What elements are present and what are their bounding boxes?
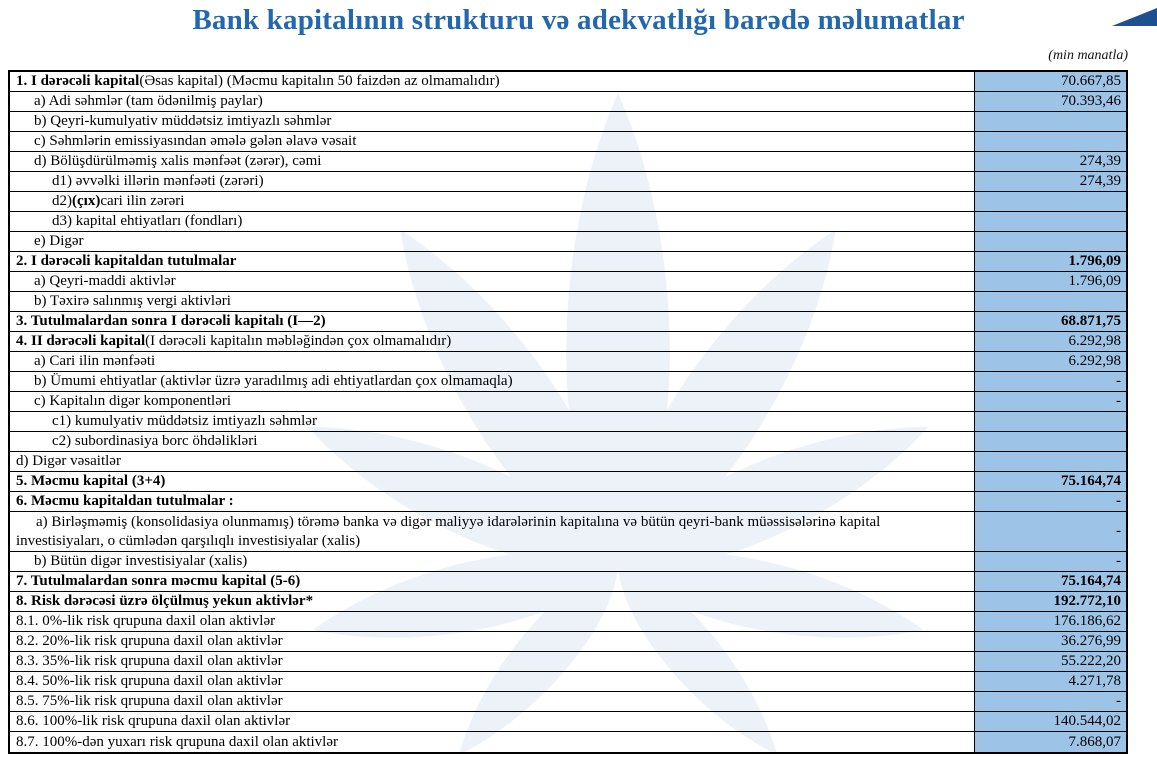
- row-value: 1.796,09: [974, 252, 1126, 271]
- table-row: [10, 472, 1126, 492]
- row-label-segment: 8.2. 20%-lik risk qrupuna daxil olan aktivlər: [16, 633, 283, 649]
- row-label: [10, 372, 974, 391]
- table-row: [10, 372, 1126, 392]
- row-value: 68.871,75: [974, 312, 1126, 331]
- table-row: [10, 712, 1126, 732]
- row-label-segment: (I dərəcəli kapitalın məbləğindən çox olmamalıdır): [145, 333, 452, 349]
- row-label-segment: 8.4. 50%-lik risk qrupuna daxil olan aktivlər: [16, 673, 283, 689]
- table-row: [10, 332, 1126, 352]
- row-label-segment: b) Bütün digər investisiyalar (xalis): [34, 553, 248, 569]
- row-label: [10, 92, 974, 111]
- row-value: 70.667,85: [974, 72, 1126, 91]
- row-label-segment: a) Cari ilin mənfəəti: [34, 353, 156, 369]
- row-label: [10, 412, 974, 431]
- row-value: -: [974, 692, 1126, 711]
- table-row: [10, 632, 1126, 652]
- row-label: [10, 612, 974, 631]
- row-label: [10, 352, 974, 371]
- row-label: [10, 512, 974, 551]
- row-value: 6.292,98: [974, 332, 1126, 351]
- table-row: [10, 252, 1126, 272]
- row-label-segment: c) Kapitalın digər komponentləri: [34, 393, 232, 409]
- table-row: [10, 672, 1126, 692]
- table-row: [10, 432, 1126, 452]
- row-label-segment: 6. Məcmu kapitaldan tutulmalar :: [16, 493, 234, 509]
- row-label: [10, 132, 974, 151]
- table-row: [10, 232, 1126, 252]
- row-label: [10, 252, 974, 271]
- row-label: [10, 152, 974, 171]
- row-label-segment: 1. I dərəcəli kapital: [16, 73, 140, 89]
- row-label-segment: 4. II dərəcəli kapital: [16, 333, 146, 349]
- row-label: [10, 732, 974, 752]
- row-value: 1.796,09: [974, 272, 1126, 291]
- row-label-segment: 8.6. 100%-lik risk qrupuna daxil olan aktivlər: [16, 713, 291, 729]
- row-label: [10, 392, 974, 411]
- row-label: [10, 692, 974, 711]
- row-label-segment: d2): [52, 193, 72, 209]
- unit-note: (min manatla): [1048, 48, 1128, 63]
- row-value: -: [974, 512, 1126, 551]
- row-value: 70.393,46: [974, 92, 1126, 111]
- row-value: 55.222,20: [974, 652, 1126, 671]
- row-value: 274,39: [974, 172, 1126, 191]
- row-value: 75.164,74: [974, 472, 1126, 491]
- row-value: [974, 132, 1126, 151]
- row-label-segment: cari ilin zərəri: [100, 193, 185, 209]
- table-row: [10, 592, 1126, 612]
- row-label-segment: 8.7. 100%-dən yuxarı risk qrupuna daxil olan aktivlər: [16, 733, 339, 750]
- table-row: [10, 292, 1126, 312]
- row-label-segment: (Əsas kapital) (Məcmu kapitalın 50 faizdən az olmamalıdır): [139, 73, 500, 89]
- table-row: [10, 392, 1126, 412]
- row-value: 6.292,98: [974, 352, 1126, 371]
- row-label-segment: (çıx): [72, 193, 101, 209]
- row-label-segment: b) Qeyri-kumulyativ müddətsiz imtiyazlı səhmlər: [34, 113, 332, 129]
- row-label: [10, 432, 974, 451]
- row-value: 274,39: [974, 152, 1126, 171]
- table-row: [10, 112, 1126, 132]
- row-label-segment: 5. Məcmu kapital (3+4): [16, 473, 166, 489]
- row-label-segment: 8. Risk dərəcəsi üzrə ölçülmuş yekun aktivlər*: [16, 593, 314, 609]
- row-value: 36.276,99: [974, 632, 1126, 651]
- row-label: [10, 232, 974, 251]
- table-row: [10, 612, 1126, 632]
- row-label: [10, 292, 974, 311]
- table-row: [10, 92, 1126, 112]
- row-label-segment: e) Digər: [34, 233, 84, 249]
- row-label-segment: 7. Tutulmalardan sonra məcmu kapital (5-6): [16, 573, 301, 589]
- row-label: [10, 652, 974, 671]
- table-row: [10, 412, 1126, 432]
- row-value: -: [974, 372, 1126, 391]
- row-value: [974, 452, 1126, 471]
- row-label-segment: 8.1. 0%-lik risk qrupuna daxil olan aktivlər: [16, 613, 276, 629]
- row-label-segment: b) Təxirə salınmış vergi aktivləri: [34, 293, 231, 309]
- row-label-segment: c1) kumulyativ müddətsiz imtiyazlı səhmlər: [52, 413, 317, 429]
- row-label: [10, 172, 974, 191]
- row-label: [10, 212, 974, 231]
- table-row: [10, 652, 1126, 672]
- row-value: 4.271,78: [974, 672, 1126, 691]
- table-row: [10, 692, 1126, 712]
- row-value: [974, 232, 1126, 251]
- table-row: [10, 572, 1126, 592]
- row-value: -: [974, 392, 1126, 411]
- row-label-segment: c) Səhmlərin emissiyasından əmələ gələn əlavə vəsait: [34, 133, 357, 149]
- table-row: [10, 312, 1126, 332]
- row-label: [10, 452, 974, 471]
- row-value: 140.544,02: [974, 712, 1126, 731]
- row-label: [10, 572, 974, 591]
- row-label: [10, 312, 974, 331]
- row-label-segment: 8.3. 35%-lik risk qrupuna daxil olan aktivlər: [16, 653, 283, 669]
- row-value: 7.868,07: [974, 732, 1126, 752]
- row-label-segment: a) Adi səhmlər (tam ödənilmiş paylar): [34, 93, 263, 109]
- row-value: [974, 112, 1126, 131]
- table-row: [10, 172, 1126, 192]
- row-value: [974, 412, 1126, 431]
- row-value: -: [974, 492, 1126, 511]
- table-row: [10, 72, 1126, 92]
- row-label: [10, 492, 974, 511]
- row-value: 75.164,74: [974, 572, 1126, 591]
- row-label: [10, 472, 974, 491]
- row-label: [10, 72, 974, 91]
- row-value: [974, 212, 1126, 231]
- row-label: [10, 272, 974, 291]
- table-row: [10, 552, 1126, 572]
- row-label: [10, 592, 974, 611]
- table-row: [10, 272, 1126, 292]
- row-label-segment: 3. Tutulmalardan sonra I dərəcəli kapitalı (I—2): [16, 313, 326, 329]
- row-value: -: [974, 552, 1126, 571]
- row-label: [10, 672, 974, 691]
- table-row: [10, 732, 1126, 752]
- row-value: [974, 432, 1126, 451]
- row-label: [10, 632, 974, 651]
- table-row: [10, 132, 1126, 152]
- row-label-segment: 2. I dərəcəli kapitaldan tutulmalar: [16, 253, 237, 269]
- row-label: [10, 712, 974, 731]
- row-label-segment: d3) kapital ehtiyatları (fondları): [52, 213, 243, 229]
- table-row: [10, 352, 1126, 372]
- row-label-segment: d) Digər vəsaitlər: [16, 453, 121, 469]
- row-value: 176.186,62: [974, 612, 1126, 631]
- row-label: [10, 332, 974, 351]
- table-row: [10, 512, 1126, 552]
- row-label-segment: d) Bölüşdürülməmiş xalis mənfəət (zərər), cəmi: [34, 153, 322, 169]
- capital-table: [8, 70, 1128, 754]
- row-value: 192.772,10: [974, 592, 1126, 611]
- table-row: [10, 192, 1126, 212]
- row-value: [974, 292, 1126, 311]
- row-label-segment: b) Ümumi ehtiyatlar (aktivlər üzrə yaradılmış adi ehtiyatlardan çox olmamaqla): [34, 373, 513, 389]
- row-value: [974, 192, 1126, 211]
- table-row: [10, 492, 1126, 512]
- row-label-segment: a) Birləşməmiş (konsolidasiya olunmamış) törəmə banka və digər maliyyə idarələrinin kapitalına və bütün qeyri-bank müəssisələrinə kapital investisiyaları, o cümlədən qarşılıqlı investisiyalar (xalis): [16, 514, 881, 549]
- page-title: Bank kapitalının strukturu və adekvatlığı barədə məlumatlar: [192, 4, 965, 36]
- row-label: [10, 112, 974, 131]
- table-row: [10, 212, 1126, 232]
- row-label-segment: 8.5. 75%-lik risk qrupuna daxil olan aktivlər: [16, 693, 283, 709]
- row-label-segment: a) Qeyri-maddi aktivlər: [34, 273, 176, 289]
- row-label-segment: d1) əvvəlki illərin mənfəəti (zərəri): [52, 173, 264, 189]
- row-label: [10, 552, 974, 571]
- table-row: [10, 452, 1126, 472]
- row-label: [10, 192, 974, 211]
- row-label-segment: c2) subordinasiya borc öhdəlikləri: [52, 433, 258, 449]
- table-row: [10, 152, 1126, 172]
